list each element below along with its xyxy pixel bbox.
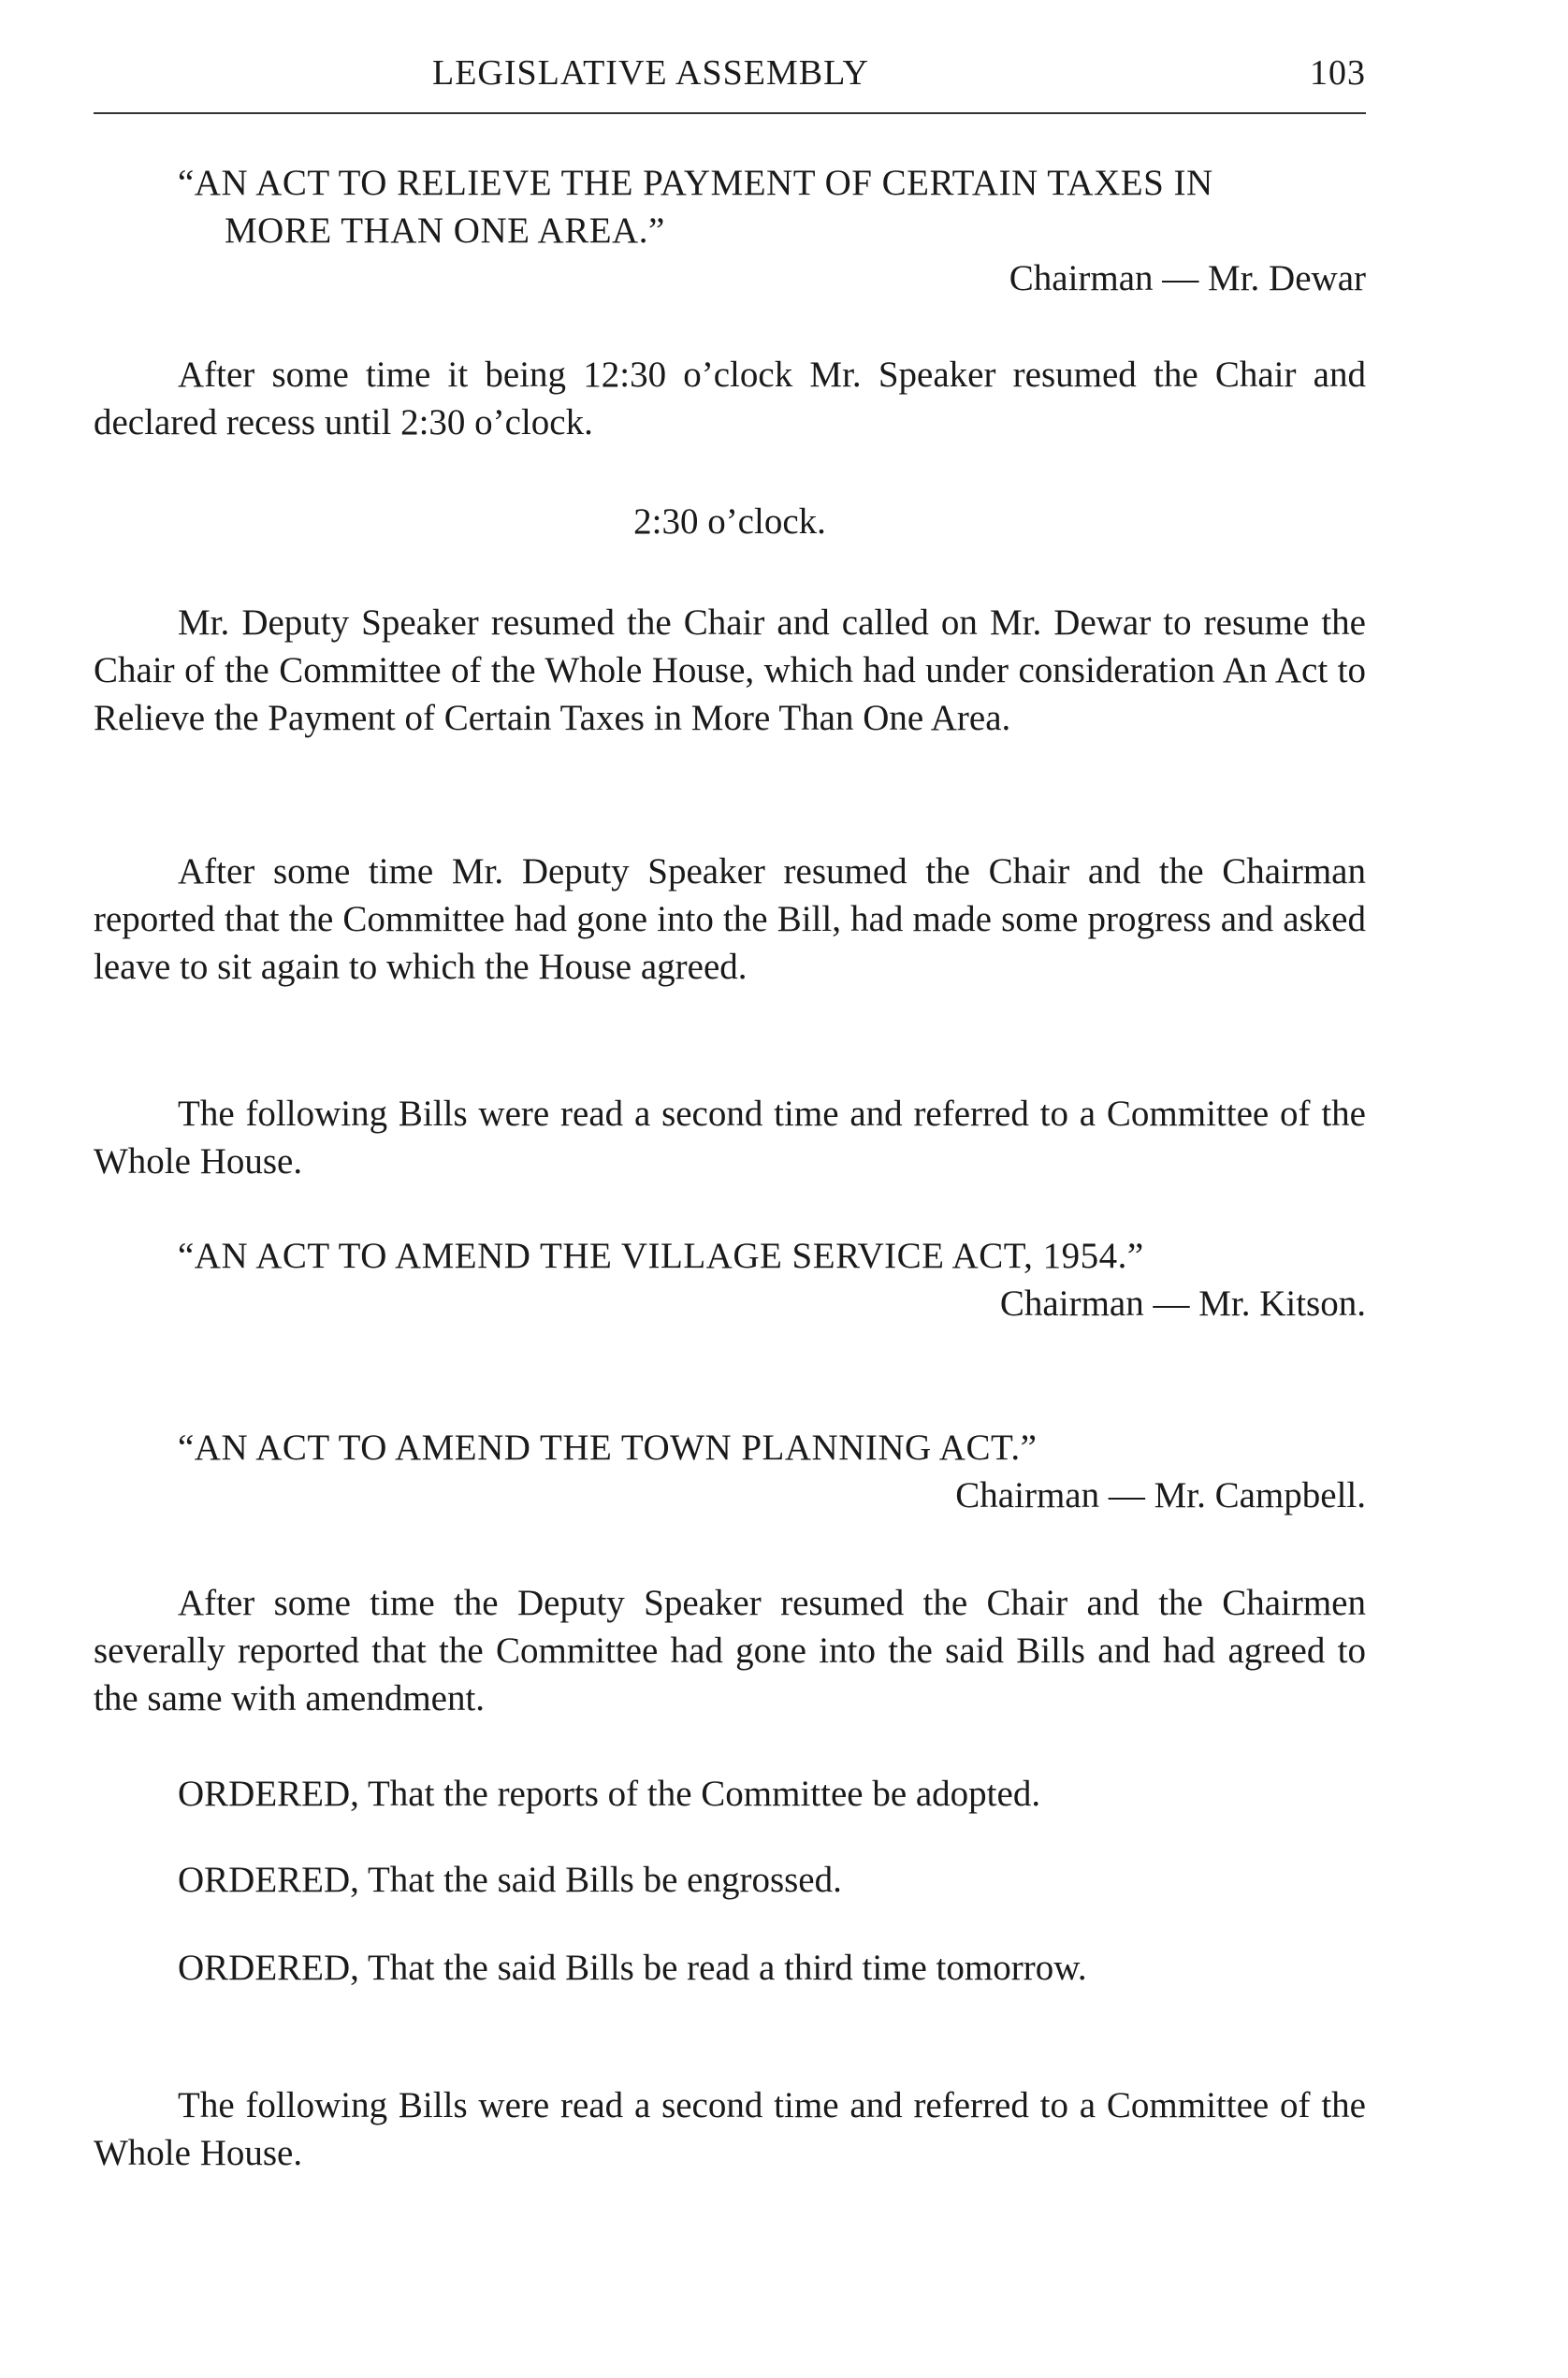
paragraph: After some time Mr. Deputy Speaker resumed the Chair and the Chairman reported that the Committee had gone into the Bill, had made some progress and asked leave to sit again to which the House agreed. bbox=[94, 851, 1366, 987]
ordered-reports bbox=[94, 1770, 1366, 1818]
ordered-line: ORDERED, That the said Bills be engrossed. bbox=[178, 1860, 842, 1900]
paragraph-second-reading bbox=[94, 1090, 1366, 1185]
ordered-engrossed bbox=[94, 1856, 1366, 1904]
act-title: “AN ACT TO RELIEVE THE PAYMENT OF CERTAIN TAXES IN MORE THAN ONE AREA.” bbox=[178, 163, 1213, 251]
ordered-line: ORDERED, That the said Bills be read a third time tomorrow. bbox=[178, 1948, 1087, 1988]
chairman-line: Chairman — Mr. Dewar bbox=[1009, 258, 1366, 298]
paragraph: The following Bills were read a second time and referred to a Committee of the Whole House. bbox=[94, 1094, 1366, 1182]
act-title: “AN ACT TO AMEND THE VILLAGE SERVICE ACT, 1954.” bbox=[178, 1236, 1144, 1276]
running-head-title: LEGISLATIVE ASSEMBLY bbox=[432, 53, 869, 93]
paragraph-amendment bbox=[94, 1579, 1366, 1722]
ordered-third-reading bbox=[94, 1944, 1366, 1992]
paragraph: The following Bills were read a second time and referred to a Committee of the Whole House. bbox=[94, 2085, 1366, 2173]
time-heading-text: 2:30 o’clock. bbox=[633, 501, 826, 542]
act-block-town-planning bbox=[94, 1424, 1366, 1519]
ordered-line: ORDERED, That the reports of the Committee be adopted. bbox=[178, 1774, 1041, 1814]
chairman-line: Chairman — Mr. Campbell. bbox=[955, 1475, 1366, 1515]
paragraph: After some time it being 12:30 o’clock Mr. Speaker resumed the Chair and declared recess until 2:30 o’clock. bbox=[94, 355, 1366, 442]
paragraph-second-reading-2 bbox=[94, 2081, 1366, 2177]
act-block-village-service bbox=[94, 1232, 1366, 1327]
paragraph: Mr. Deputy Speaker resumed the Chair and called on Mr. Dewar to resume the Chair of the Committee of the Whole House, which had under consideration An Act to Relieve the Payment of Certain Taxes in More Than One Area. bbox=[94, 602, 1366, 738]
paragraph-deputy-speaker bbox=[94, 599, 1366, 742]
chairman-line: Chairman — Mr. Kitson. bbox=[999, 1283, 1366, 1324]
paragraph-chairman-report bbox=[94, 848, 1366, 991]
time-heading bbox=[94, 498, 1366, 545]
running-head bbox=[94, 52, 1366, 109]
act-block-relieve-taxes bbox=[94, 159, 1366, 302]
paragraph: After some time the Deputy Speaker resumed the Chair and the Chairmen severally reported that the Committee had gone into the said Bills and had agreed to the same with amendment. bbox=[94, 1583, 1366, 1718]
page-number: 103 bbox=[1310, 53, 1366, 93]
paragraph-recess bbox=[94, 351, 1366, 446]
document-page bbox=[94, 0, 1366, 2378]
header-rule bbox=[94, 112, 1366, 114]
act-title: “AN ACT TO AMEND THE TOWN PLANNING ACT.” bbox=[178, 1428, 1038, 1468]
